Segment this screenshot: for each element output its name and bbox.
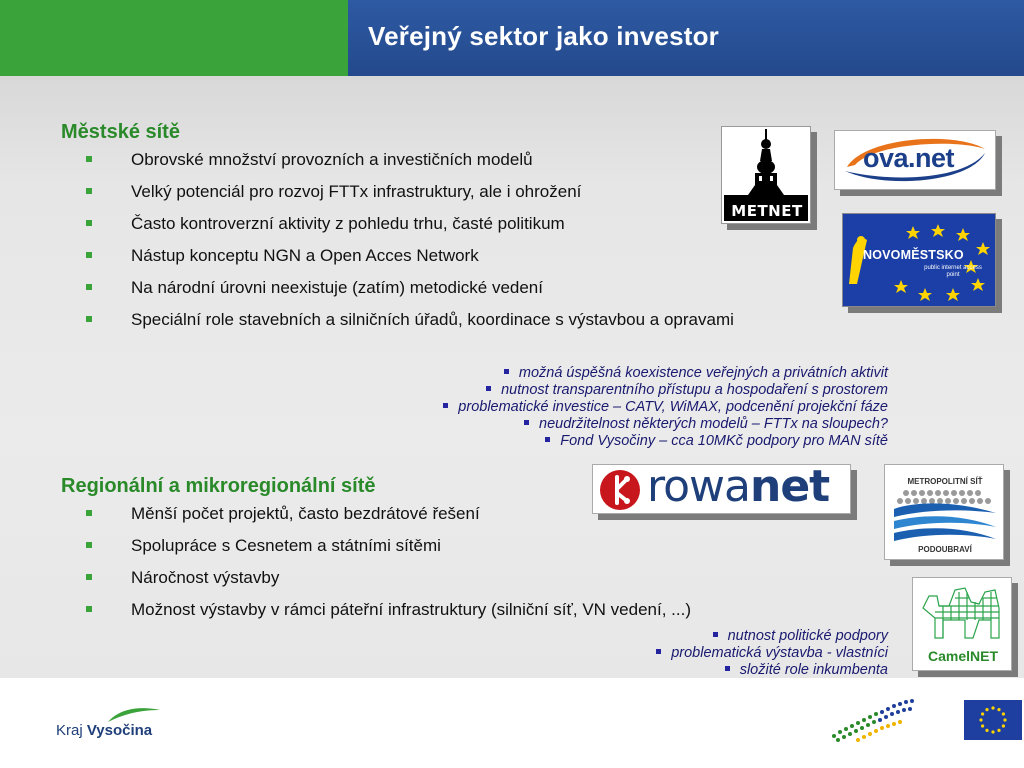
bullet-square-icon (86, 510, 92, 516)
dotted-wave-logo-icon (828, 696, 920, 746)
section-title-mestske-site: Městské sítě (61, 121, 180, 143)
sub-bullet-item: problematická výstavba - vlastníci (656, 645, 888, 662)
slide: Veřejný sektor jako investor Městské sítě Obrovské množství provozních a investičních modelů Velký potenciál pro rozvoj FTTx infrastruktury, ale i ohrožení Často kontroverzní aktivity z pohledu trhu, časté politikum Nástup konceptu NGN a Open Acces Network Na národní úrovni neexistuje (zatím) metodické vedení Speciální role stavebních a silničních úřadů, koordinace s výstavbou a opravami možná úspěšná koexistence veřejných a privátních aktivit nutnost transparentního přístupu a hospodaření s prostorem problematické investice – CATV, WiMAX, podcenění projekční fáze neudržitelnost některých modelů – FTTx na sloupech? Fond Vysočiny – cca 10MKč podpory pro MAN sítě Regionální a mikroregionální sítě Měnší počet projektů, často bezdrátové řešení Spolupráce s Cesnetem a státními sítěmi Náročnost výstavby Možnost výstavby v rámci páteřní infrastruktury (silniční síť, VN vedení, ...) nutnost politické podpory problematická výstavba - vlastníci složité role inkumbenta METNET ova.net NOVOMĚSTSKO public internet access point rowanet METROPOLITNÍ SÍŤ PODOUBRAVÍ CamelNET Kraj Vysočina (0, 0, 1024, 768)
sub-bullet-square-icon (524, 420, 529, 425)
kraj-vysocina-logo-text: Kraj Vysočina (56, 722, 153, 739)
rowanet-logo (592, 461, 851, 514)
sub-bullet-item: nutnost politické podpory (713, 628, 888, 645)
footer (0, 678, 1024, 768)
camelnet-logo-text: CamelNET (927, 648, 999, 664)
bullet-square-icon (86, 284, 92, 290)
sub-bullet-item: možná úspěšná koexistence veřejných a privátních aktivit (504, 365, 888, 382)
slide-title: Veřejný sektor jako investor (368, 21, 719, 51)
sub-bullet-item: nutnost transparentního přístupu a hospodaření s prostorem (486, 382, 888, 399)
sub-bullet-square-icon (725, 666, 730, 671)
podoubravi-title: PODOUBRAVÍ (918, 545, 972, 554)
novomestsko-logo (842, 213, 996, 307)
header-green-block (0, 0, 348, 76)
bullet-square-icon (86, 542, 92, 548)
bullet-square-icon (86, 574, 92, 580)
sub-bullet-item: Fond Vysočiny – cca 10MKč podpory pro MAN sítě (545, 433, 888, 450)
metnet-logo (721, 126, 811, 224)
rowanet-circle-icon (597, 467, 643, 513)
sub-bullet-square-icon (656, 649, 661, 654)
metropolitni-sit-podoubravi-logo (884, 464, 1004, 560)
sub-bullet-item: neudržitelnost některých modelů – FTTx na sloupech? (524, 416, 888, 433)
bullet-square-icon (86, 156, 92, 162)
sub-bullet-item: problematické investice – CATV, WiMAX, podcenění projekční fáze (443, 399, 888, 416)
bullet-square-icon (86, 316, 92, 322)
novomestsko-logo-text: NOVOMĚSTSKO (863, 248, 964, 262)
camel-grid-icon (913, 578, 1011, 648)
section-title-regionalni-site: Regionální a mikroregionální sítě (61, 475, 376, 497)
bullet-square-icon (86, 188, 92, 194)
metropolitni-sit-title: METROPOLITNÍ SÍŤ (907, 477, 983, 486)
eu-flag (964, 700, 1022, 740)
bullet-square-icon (86, 220, 92, 226)
podoubravi-dots-icon (886, 487, 1004, 545)
sub-bullet-item: složité role inkumbenta (725, 662, 888, 679)
bullet-square-icon (86, 252, 92, 258)
ova-net-logo (834, 130, 996, 190)
sub-bullet-square-icon (713, 632, 718, 637)
rowanet-logo-text: rowanet (647, 461, 830, 512)
bullet-square-icon (86, 606, 92, 612)
novomestsko-logo-subtext: public internet access point (924, 265, 982, 278)
metnet-logo-text: METNET (731, 202, 803, 220)
sub-bullet-square-icon (545, 437, 550, 442)
eu-flag-stars-icon (964, 700, 1022, 740)
camelnet-logo (912, 577, 1012, 671)
ova-net-logo-text: ova.net (863, 143, 955, 173)
sub-bullet-square-icon (504, 369, 509, 374)
sub-bullet-square-icon (443, 403, 448, 408)
sub-bullet-square-icon (486, 386, 491, 391)
